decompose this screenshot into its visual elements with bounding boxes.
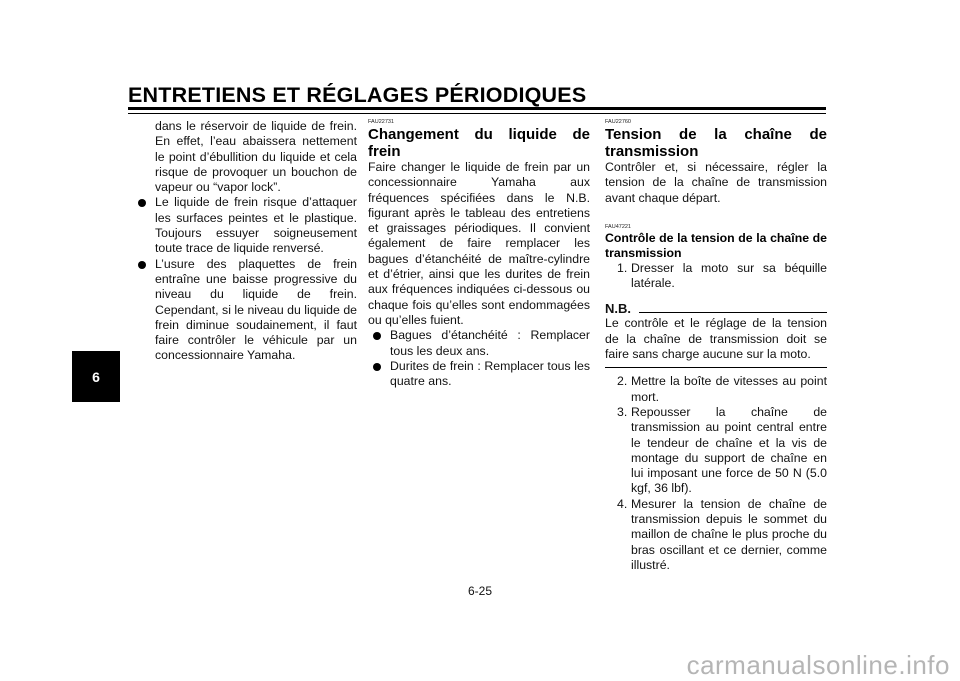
step-number: 1. [617, 260, 628, 275]
step-number: 4. [617, 496, 628, 511]
column-2 [368, 119, 590, 389]
watermark-text: carmanualsonline.info [686, 650, 950, 680]
bullet-dot-icon [138, 199, 146, 207]
step-item [605, 374, 827, 405]
bullet-dot-icon [373, 363, 381, 371]
step-item [605, 497, 827, 573]
subsection-title: Contrôle de la tension de la chaîne de transmission [605, 230, 827, 260]
step-text: Repousser la chaîne de transmission au point central entre le tendeur de chaîne et la vis de montage du support de chaîne en lui imposant une force de 50 N (5.0 kgf, 36 lbf). [631, 404, 827, 496]
note-header [605, 301, 827, 316]
step-number: 2. [617, 374, 628, 389]
column-3 [605, 119, 827, 573]
page-header-title: ENTRETIENS ET RÉGLAGES PÉRIODIQUES [128, 83, 587, 107]
chapter-tab: 6 [72, 351, 120, 402]
step-text: Dresser la moto sur sa béquille latérale. [631, 260, 827, 291]
section-code: FAU22760 [605, 119, 631, 125]
col1-bullet-item [135, 195, 357, 256]
step-text: Mettre la boîte de vitesses au point mort. [631, 374, 827, 404]
note-end-rule [605, 367, 827, 368]
step-number: 3. [617, 404, 628, 419]
subsection-code: FAU47221 [605, 223, 631, 230]
note-text: Le contrôle et le réglage de la tension de la chaîne de transmission doit se faire sans charge aucune sur la moto. [605, 316, 827, 362]
section-title-chain-tension: Tension de la chaîne de transmission [605, 126, 827, 160]
column-1 [135, 119, 357, 364]
col1-continued-paragraph: dans le réservoir de liquide de frein. En effet, l’eau abaissera nettement le point d’ébullition du liquide et cela risque de provoquer un bouchon de vapeur ou “vapor lock”. [155, 119, 357, 195]
header-rule-thin [128, 113, 826, 114]
page-number: 6-25 [467, 584, 493, 598]
col2-bullet-text: Durites de frein : Remplacer tous les quatre ans. [390, 358, 590, 389]
note-rule [639, 312, 827, 313]
section-paragraph: Faire changer le liquide de frein par un concessionnaire Yamaha aux fréquences spécifiées dans le N.B. figurant après le tableau des entretiens et graissages périodiques. Il convient également de faire remplacer les bagues d’étanchéité de maître-cylindre et d’étrier, ainsi que les durites de frein aux fréquences indiquées ci-dessous ou chaque fois qu’elles sont endommagées ou qu’elles fuient. [368, 160, 590, 327]
step-item [605, 261, 827, 292]
section-title-brake-fluid: Changement du liquide de frein [368, 126, 590, 160]
bullet-dot-icon [373, 332, 381, 340]
col2-bullet-text: Bagues d’étanchéité : Remplacer tous les deux ans. [390, 328, 590, 358]
col1-bullet-item [135, 257, 357, 364]
col1-bullet-text: L’usure des plaquettes de frein entraîne une baisse progressive du niveau du liquide de frein. Cependant, si le niveau du liquide de frein diminue soudainement, il faut faire contrôler le véhicule par un concessionnaire Yamaha. [155, 256, 357, 363]
col2-bullet-item [368, 359, 590, 390]
col1-bullet-text: Le liquide de frein risque d’attaquer les surfaces peintes et le plastique. Toujours essuyer soigneusement toute trace de liquide renversé. [155, 195, 357, 256]
col2-bullet-item [368, 328, 590, 359]
step-item [605, 405, 827, 497]
bullet-dot-icon [138, 261, 146, 269]
section-code: FAU22731 [368, 119, 394, 125]
header-rule-thick [128, 107, 826, 110]
step-text: Mesurer la tension de chaîne de transmission depuis le sommet du maillon de chaîne le plus proche du bras oscillant et ce dernier, comme illustré. [631, 496, 827, 572]
section-paragraph: Contrôler et, si nécessaire, régler la tension de la chaîne de transmission avant chaque départ. [605, 160, 827, 205]
note-label: N.B. [605, 301, 631, 317]
